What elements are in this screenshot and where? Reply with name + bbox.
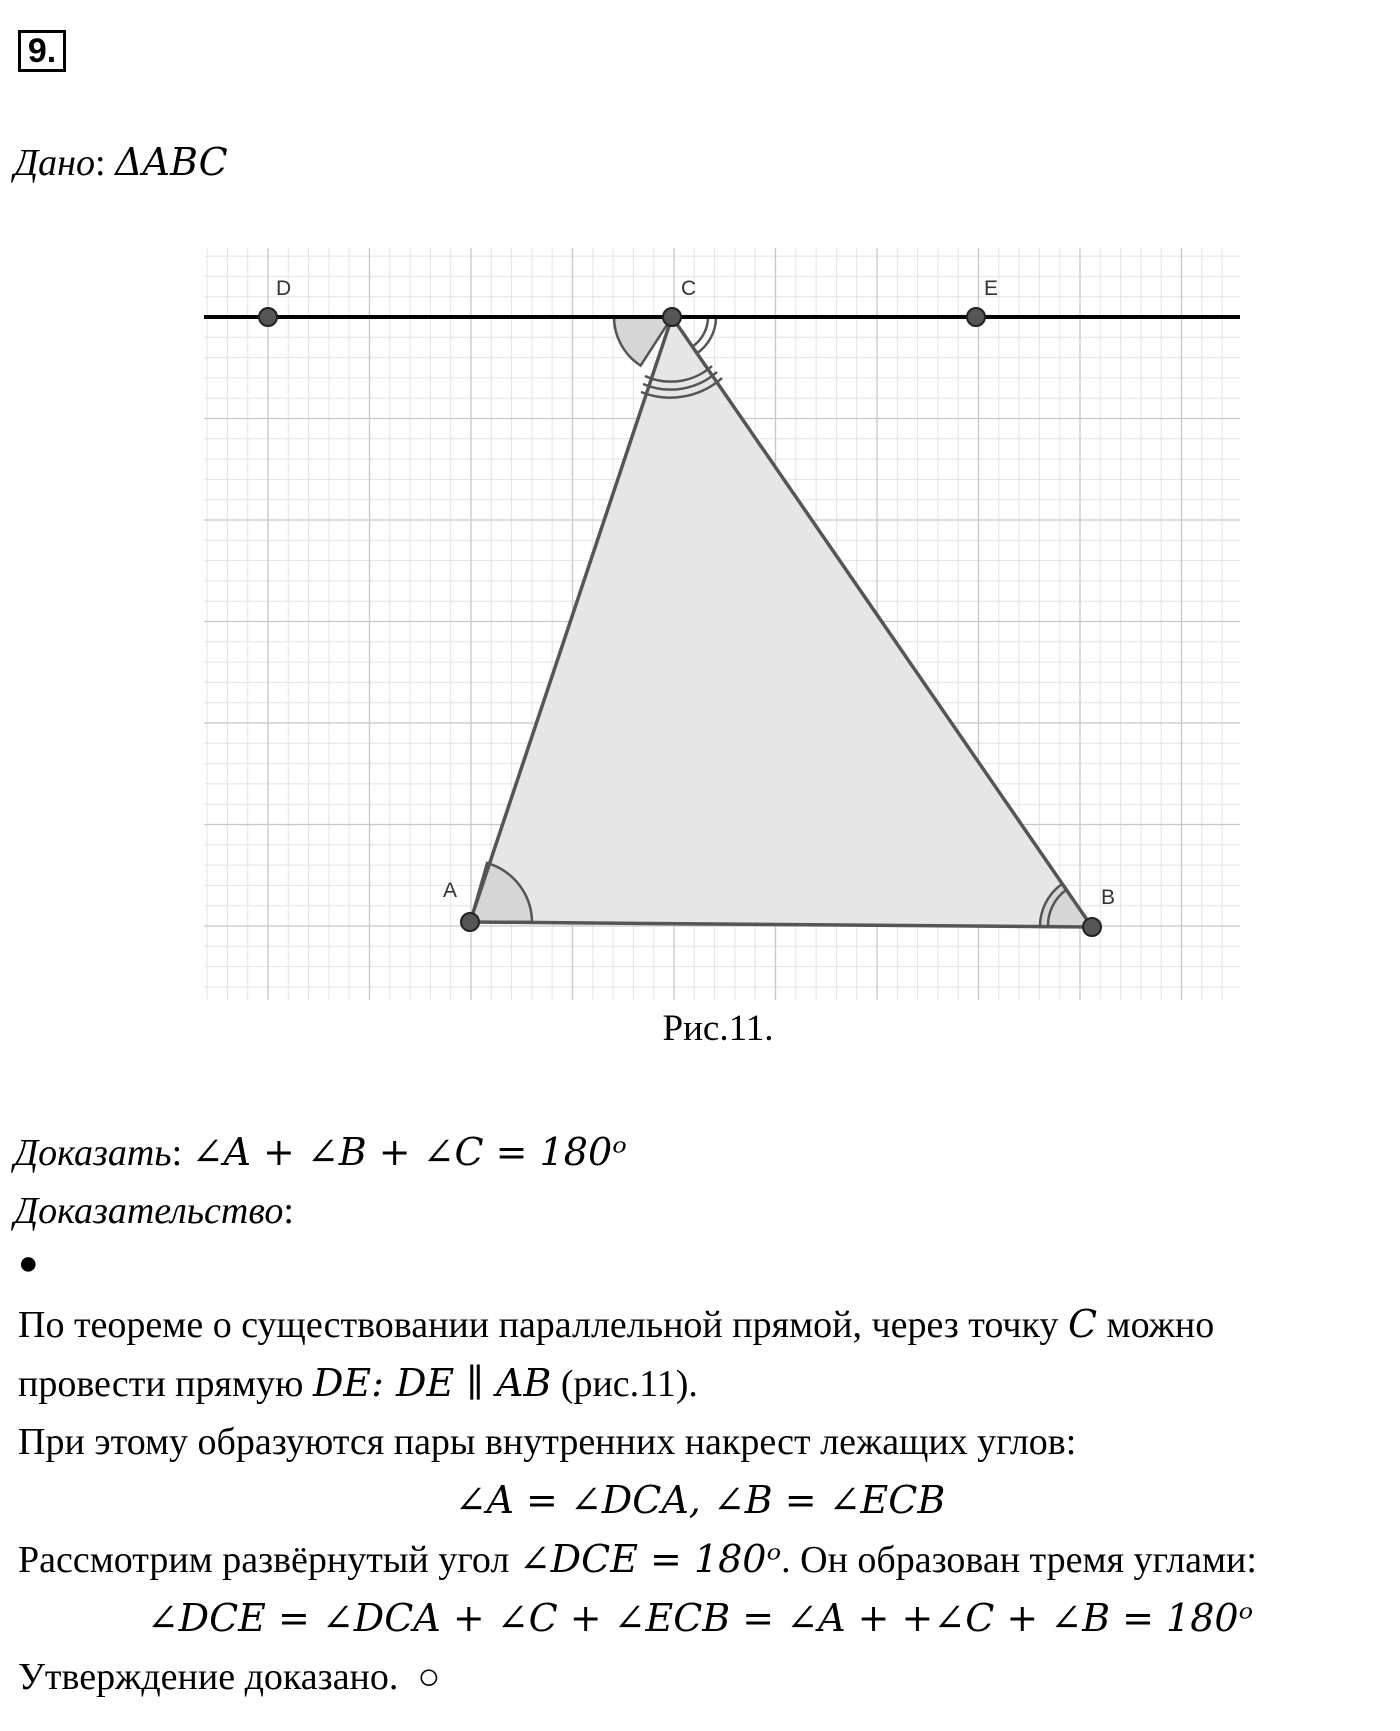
proof-bullet: ● [18, 1245, 39, 1282]
given-label: Дано [14, 142, 96, 184]
point-a [461, 913, 479, 931]
proof-line-2-text-b: (рис.11). [551, 1363, 698, 1405]
prove-line: Доказать: ∠A + ∠B + ∠C = 180ᵒ [14, 1130, 627, 1174]
proof-line-4-equalities: ∠A = ∠DCA, ∠B = ∠ECB [454, 1478, 946, 1522]
proof-line-1 [18, 1302, 1214, 1347]
given-value: ΔABC [115, 140, 228, 184]
label-b: B [1101, 886, 1116, 909]
given-line: Дано: ΔABC [14, 140, 228, 184]
point-b [1083, 918, 1101, 936]
proof-line-2-math: DE: DE ∥ AB [312, 1361, 552, 1405]
proof-line-5-text-b: . Он образован тремя углами: [781, 1539, 1257, 1581]
figure-caption: Рис.11. [662, 1008, 774, 1049]
proof-line-1-text-a: По теореме о существовании параллельной прямой, через точку [18, 1304, 1068, 1346]
point-d [259, 308, 277, 326]
label-a: A [443, 879, 458, 902]
proof-conclusion-line [18, 1655, 440, 1699]
proof-line-5 [18, 1537, 1257, 1582]
figure-triangle-abc [0, 220, 1400, 1020]
proof-conclusion: Утверждение доказано. [18, 1656, 399, 1698]
proof-line-2-text-a: провести прямую [18, 1363, 313, 1405]
point-c [663, 308, 681, 326]
proof-label: Доказательство [14, 1190, 284, 1232]
prove-label: Доказать [14, 1132, 172, 1174]
label-d: D [276, 277, 292, 300]
proof-line-3: При этому образуются пары внутренних накрест лежащих углов: [18, 1421, 1077, 1463]
proof-line-5-text-a: Рассмотрим развёрнутый угол [18, 1539, 519, 1581]
problem-number: 9. [18, 30, 66, 72]
label-e: E [984, 277, 999, 300]
proof-line-2 [18, 1361, 698, 1406]
prove-statement: ∠A + ∠B + ∠C = 180ᵒ [191, 1130, 627, 1174]
label-c: C [681, 277, 697, 300]
proof-line-1-point-c: C [1067, 1302, 1098, 1346]
point-e [967, 308, 985, 326]
proof-line-6-sum: ∠DCE = ∠DCA + ∠C + ∠ECB = ∠A + +∠C + ∠B = 180ᵒ [146, 1596, 1254, 1640]
proof-line-1-text-b: можно [1097, 1304, 1215, 1346]
proof-end-mark: ○ [417, 1656, 441, 1698]
proof-heading: Доказательство: [14, 1190, 294, 1232]
proof-line-5-math: ∠DCE = 180ᵒ [518, 1537, 782, 1581]
angle-ecb-mark-outer [696, 317, 716, 354]
